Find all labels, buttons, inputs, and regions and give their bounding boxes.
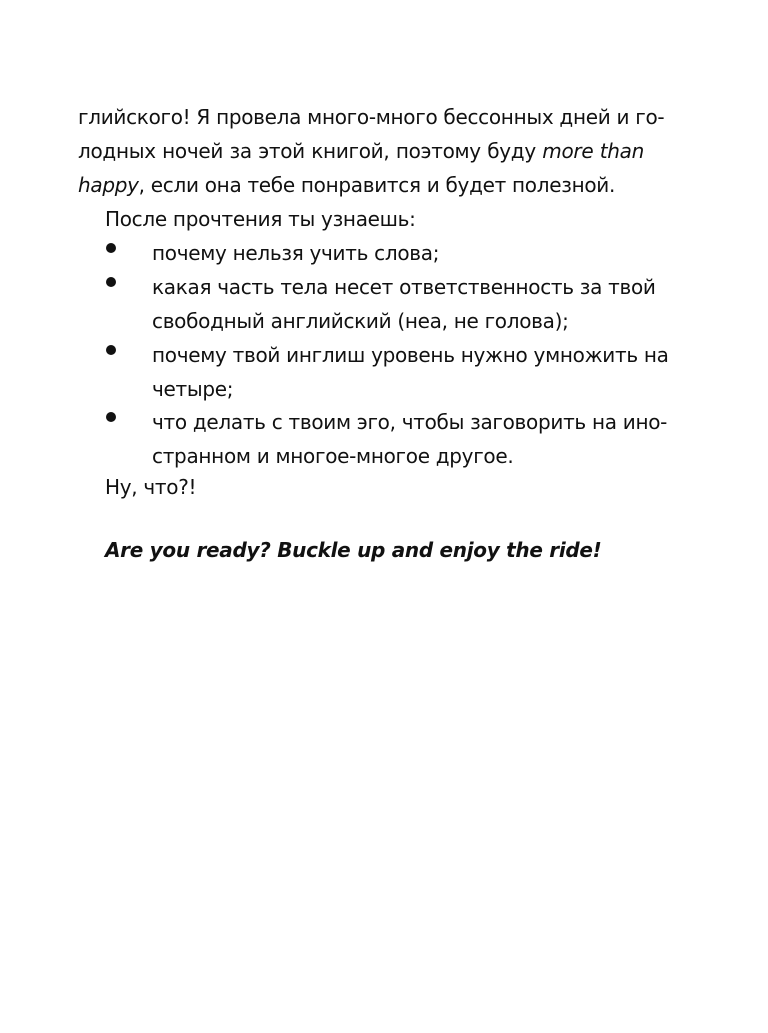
bullet-3-line-1: почему твой инглиш уровень нужно умножить на	[152, 343, 669, 367]
intro-text: После прочтения ты узнаешь:	[105, 207, 416, 231]
bullet-4-line-2: странном и многое-многое другое.	[152, 444, 514, 468]
paragraph-line-3-text: , если она тебе понравится и будет полезной.	[138, 173, 616, 197]
closing-line: Are you ready? Buckle up and enjoy the ride!	[105, 538, 602, 562]
bullet-3-line-2: четыре;	[152, 377, 234, 401]
bullet-2-line-1: какая часть тела несет ответственность за твой	[152, 275, 656, 299]
paragraph-line-3	[78, 168, 644, 202]
paragraph-line-2	[78, 134, 644, 168]
bullet-dot-icon	[106, 345, 116, 355]
paragraph-line-2-italic: more than	[542, 139, 644, 163]
paragraph-line-3-italic: happy	[78, 173, 139, 197]
paragraph-line-2-text: лодных ночей за этой книгой, поэтому буду	[78, 139, 536, 163]
bullet-2-line-2: свободный английский (неа, не голова);	[152, 309, 569, 333]
bullet-dot-icon	[106, 412, 116, 422]
outro-text: Ну, что?!	[105, 475, 197, 499]
bullet-dot-icon	[106, 277, 116, 287]
bullet-4-line-1: что делать с твоим эго, чтобы заговорить на ино-	[152, 410, 668, 434]
paragraph-line-1-text: глийского! Я провела много-много бессонных дней и го-	[78, 105, 665, 129]
bullet-dot-icon	[106, 243, 116, 253]
bullet-1-line-1: почему нельзя учить слова;	[152, 241, 440, 265]
paragraph-line-1	[78, 100, 665, 134]
